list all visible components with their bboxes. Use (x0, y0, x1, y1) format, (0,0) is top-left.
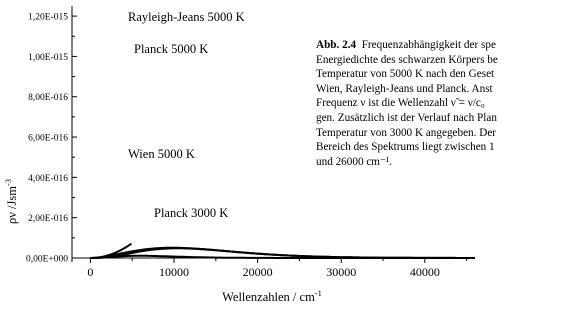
series-label-planck-3000k: Planck 3000 K (154, 206, 229, 220)
x-tick-label: 0 (87, 265, 94, 279)
caption-line-6: gen. Zusätzlich ist der Verlauf nach Plan (316, 111, 497, 124)
series-label-planck-5000k: Planck 5000 K (134, 42, 209, 56)
y-tick-label: 2,00E-016 (28, 214, 68, 225)
y-axis-title-exponent: -3 (3, 178, 13, 187)
x-tick-label: 40000 (409, 265, 440, 279)
y-tick-label: 8,00E-016 (28, 93, 68, 104)
series-label-rayleigh-jeans-5000k: Rayleigh-Jeans 5000 K (128, 10, 245, 24)
y-tick-label: 0,00E+000 (25, 254, 68, 265)
caption-line-2: Energiedichte des schwarzen Körpers be (316, 53, 498, 66)
x-tick-label: 20000 (242, 265, 273, 279)
caption-line-9: und 26000 cm⁻¹. (316, 155, 393, 168)
caption-line-1 (316, 38, 575, 53)
y-axis-title: ρν /Jsm$^{-3}$ (3, 178, 19, 224)
y-tick-label: 4,00E-016 (28, 173, 68, 184)
caption-figure-number: Abb. 2.4 (316, 39, 357, 51)
caption-line-5: Frequenz ν ist die Wellenzahl ν̃ = ν/c₀ (316, 97, 485, 110)
caption-line-8: Bereich des Spektrums liegt zwischen 1 (316, 141, 495, 154)
x-axis-ticks (87, 258, 466, 279)
chart-curves (90, 244, 475, 258)
caption-line-4: Wien, Rayleigh-Jeans und Planck. Anst (316, 82, 493, 95)
y-tick-label: 1,00E-015 (28, 52, 68, 63)
x-tick-label: 30000 (326, 265, 357, 279)
x-axis-title: Wellenzahlen / $cm^{-1}$ (222, 288, 322, 304)
y-tick-label: 6,00E-016 (28, 133, 68, 144)
caption-line-1-text: Frequenzabhängigkeit der spe (361, 39, 496, 51)
y-axis-ticks (26, 13, 77, 265)
caption-line-3: Temperatur von 5000 K nach den Geset (316, 68, 495, 81)
series-label-wien-5000k: Wien 5000 K (128, 147, 195, 161)
y-tick-label: 1,20E-015 (28, 12, 68, 23)
legend-labels (128, 10, 245, 220)
x-tick-label: 10000 (159, 265, 190, 279)
x-axis-title-exponent: -1 (314, 288, 322, 298)
caption-line-7: Temperatur von 3000 K angegeben. Der (316, 126, 497, 139)
figure-caption (316, 38, 575, 169)
